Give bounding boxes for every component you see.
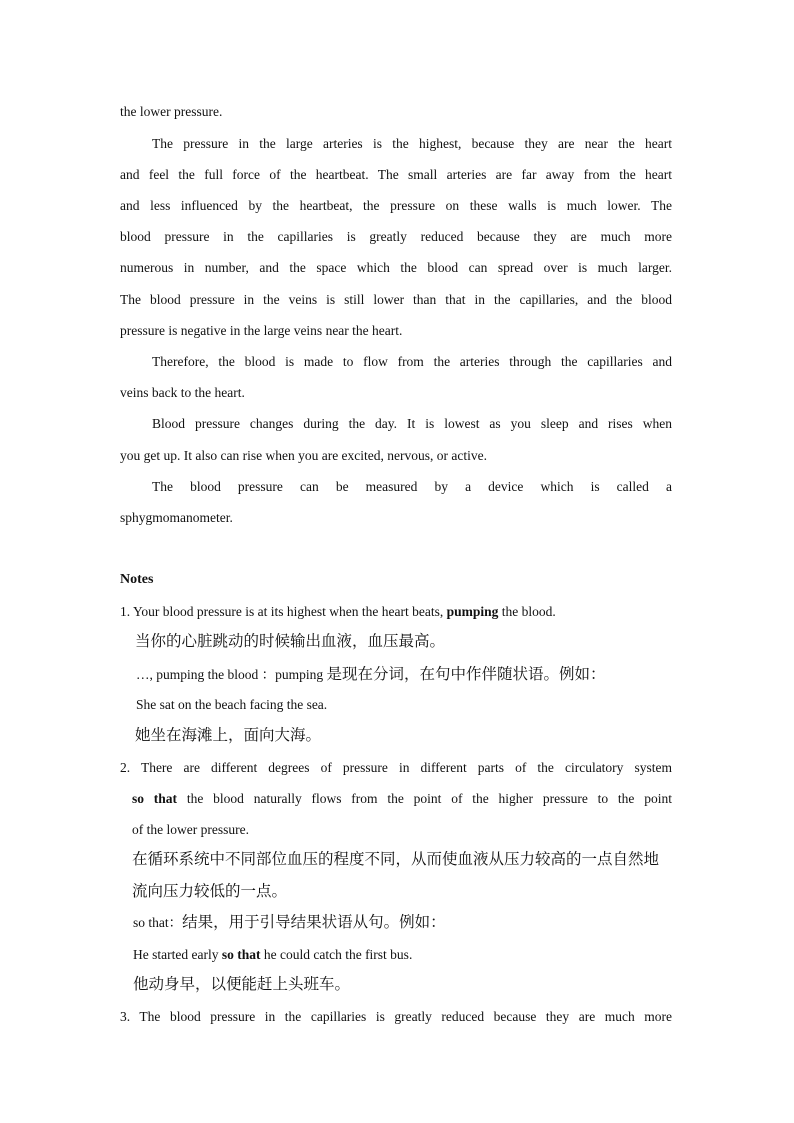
explanation-text-zh: 是现在分词，在句中作伴随状语。例如： <box>326 665 606 683</box>
note-text: 1. Your blood pressure is at its highest when the heart beats, <box>120 604 447 619</box>
note-text: the blood naturally flows from the point of the higher pressure to the point <box>177 791 672 806</box>
note-2-sentence-line3: of the lower pressure. <box>132 822 249 837</box>
paragraph-line: sphygmomanometer. <box>120 510 233 525</box>
note-1-translation: 当你的心脏跳动的时候输出血液，血压最高。 <box>135 632 446 650</box>
paragraph-line: the lower pressure. <box>120 104 223 119</box>
paragraph-line: pressure is negative in the large veins near the heart. <box>120 323 403 338</box>
paragraph-line: blood pressure in the capillaries is greatly reduced because they are much more <box>120 229 672 244</box>
note-2-sentence-line2 <box>132 790 672 808</box>
note-3-sentence-line1: 3. The blood pressure in the capillaries is greatly reduced because they are much more <box>120 1009 672 1024</box>
paragraph-line: you get up. It also can rise when you are excited, nervous, or active. <box>120 448 487 463</box>
paragraph-line: The pressure in the large arteries is the highest, because they are near the heart <box>152 136 672 151</box>
note-2-translation-line2: 流向压力较低的一点。 <box>132 882 288 900</box>
note-1-sentence <box>120 603 672 621</box>
note-1-example: She sat on the beach facing the sea. <box>136 697 328 712</box>
notes-heading: Notes <box>120 572 154 587</box>
paragraph-line: and feel the full force of the heartbeat. The small arteries are far away from the heart <box>120 167 672 182</box>
explanation-text-zh: 结果，用于引导结果状语从句。例如： <box>182 913 446 931</box>
note-keyword: so that <box>132 791 178 806</box>
example-keyword: so that <box>221 947 261 962</box>
explanation-text: so that： <box>133 915 183 930</box>
note-2-example <box>133 946 685 964</box>
note-text: the blood. <box>498 604 556 619</box>
note-2-explanation <box>133 913 685 932</box>
paragraph-line: and less influenced by the heartbeat, the pressure on these walls is much lower. The <box>120 198 672 213</box>
paragraph-line: Therefore, the blood is made to flow from the arteries through the capillaries and <box>152 354 672 369</box>
note-1-example-translation: 她坐在海滩上，面向大海。 <box>135 726 322 744</box>
example-text: He started early <box>133 947 222 962</box>
paragraph-line: numerous in number, and the space which the blood can spread over is much larger. <box>120 260 672 275</box>
note-2-translation-line1: 在循环系统中不同部位血压的程度不同，从而使血液从压力较高的一点自然地 <box>132 850 660 868</box>
paragraph-line: The blood pressure can be measured by a device which is called a <box>152 479 672 494</box>
note-2-sentence-line1: 2. There are different degrees of pressure in different parts of the circulatory system <box>120 760 672 775</box>
note-2-example-translation: 他动身早，以便能赶上头班车。 <box>133 975 351 993</box>
note-1-explanation <box>136 665 688 684</box>
paragraph-line: veins back to the heart. <box>120 385 245 400</box>
explanation-text: …, pumping the blood ：pumping <box>136 667 327 682</box>
paragraph-line: The blood pressure in the veins is still lower than that in the capillaries, and the blood <box>120 292 672 307</box>
note-keyword: pumping <box>446 604 499 619</box>
example-text: he could catch the first bus. <box>260 947 413 962</box>
paragraph-line: Blood pressure changes during the day. It is lowest as you sleep and rises when <box>152 416 672 431</box>
